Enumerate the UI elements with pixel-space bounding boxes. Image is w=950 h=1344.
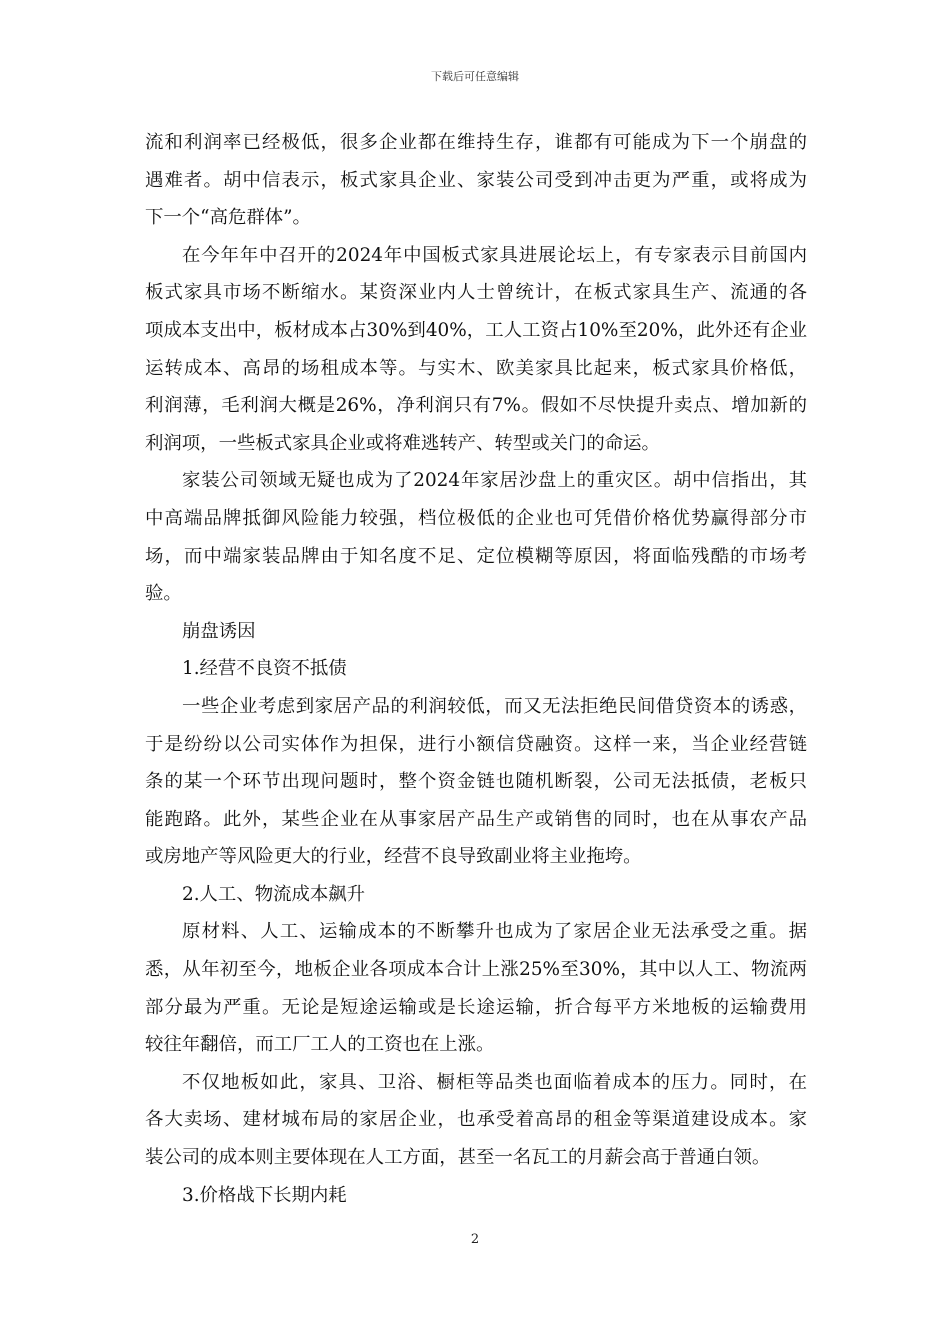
text-line: 条的某一个环节出现问题时，整个资金链也随机断裂，公司无法抵债，老板只 <box>145 771 807 793</box>
text-line: 能跑路。此外，某些企业在从事家居产品生产或销售的同时，也在从事农产品 <box>145 808 807 830</box>
text-line: 不仅地板如此，家具、卫浴、橱柜等品类也面临着成本的压力。同时，在 <box>182 1071 807 1093</box>
text-line: 3.价格战下长期内耗 <box>182 1184 347 1206</box>
text-line: 中高端品牌抵御风险能力较强，档位极低的企业也可凭借价格优势赢得部分市 <box>145 507 807 529</box>
text-line: 在今年年中召开的2024年中国板式家具进展论坛上，有专家表示目前国内 <box>182 244 807 266</box>
page-number: 2 <box>470 1232 480 1247</box>
text-line: 一些企业考虑到家居产品的利润较低，而又无法拒绝民间借贷资本的诱惑， <box>182 695 807 717</box>
text-line: 利润薄，毛利润大概是26%，净利润只有7%。假如不尽快提升卖点、增加新的 <box>145 395 807 417</box>
text-line: 1.经营不良资不抵债 <box>182 658 347 680</box>
text-line: 遇难者。胡中信表示，板式家具企业、家装公司受到冲击更为严重，或将成为 <box>145 169 807 191</box>
text-line: 场，而中端家装品牌由于知名度不足、定位模糊等原因，将面临残酷的市场考 <box>145 545 807 567</box>
text-line: 下一个“高危群体”。 <box>145 207 311 229</box>
text-line: 装公司的成本则主要体现在人工方面，甚至一名瓦工的月薪会高于普通白领。 <box>145 1147 771 1169</box>
text-line: 各大卖场、建材城布局的家居企业，也承受着高昂的租金等渠道建设成本。家 <box>145 1109 807 1131</box>
text-line: 部分最为严重。无论是短途运输或是长途运输，折合每平方米地板的运输费用 <box>145 996 807 1018</box>
text-line: 较往年翻倍，而工厂工人的工资也在上涨。 <box>145 1034 495 1056</box>
page-header-note: 下载后可任意编辑 <box>431 70 519 83</box>
text-line: 2.人工、物流成本飙升 <box>182 883 366 905</box>
text-line: 项成本支出中，板材成本占30%到40%，工人工资占10%至20%，此外还有企业 <box>145 319 807 341</box>
text-line: 家装公司领域无疑也成为了2024年家居沙盘上的重灾区。胡中信指出，其 <box>182 470 807 492</box>
text-line: 原材料、人工、运输成本的不断攀升也成为了家居企业无法承受之重。据 <box>182 921 807 943</box>
text-line: 悉，从年初至今，地板企业各项成本合计上涨25%至30%，其中以人工、物流两 <box>145 959 807 981</box>
text-line: 于是纷纷以公司实体作为担保，进行小额信贷融资。这样一来，当企业经营链 <box>145 733 807 755</box>
document-body <box>145 124 807 1214</box>
text-line: 或房地产等风险更大的行业，经营不良导致副业将主业拖垮。 <box>145 846 642 868</box>
text-line: 利润项，一些板式家具企业或将难逃转产、转型或关门的命运。 <box>145 432 660 454</box>
text-line: 验。 <box>145 583 182 605</box>
text-line: 运转成本、高昂的场租成本等。与实木、欧美家具比起来，板式家具价格低， <box>145 357 807 379</box>
text-line: 板式家具市场不断缩水。某资深业内人士曾统计，在板式家具生产、流通的各 <box>145 282 807 304</box>
text-line: 流和利润率已经极低，很多企业都在维持生存，谁都有可能成为下一个崩盘的 <box>145 132 807 153</box>
text-line: 崩盘诱因 <box>182 620 256 642</box>
